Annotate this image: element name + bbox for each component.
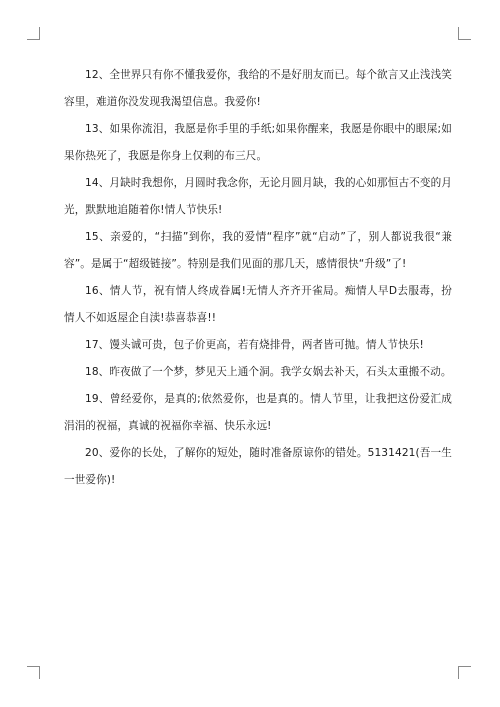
paragraph-15: 15、亲爱的，“扫描”到你，我的爱情“程序”就“启动”了，别人都说我很“兼容”。是属于“超级链接”。特别是我们见面的那几天，感情很快“升级”了! bbox=[64, 231, 452, 270]
crop-mark-top-right bbox=[458, 27, 471, 40]
paragraph-19: 19、曾经爱你，是真的;依然爱你，也是真的。情人节里，让我把这份爱汇成涓涓的祝福，真诚的祝福你幸福、快乐永远! bbox=[64, 393, 452, 432]
crop-mark-top-left bbox=[27, 27, 40, 40]
document-body bbox=[64, 62, 452, 494]
paragraph-16: 16、情人节，祝有情人终成眷属!无情人齐齐开雀局。痴情人早D去服毒，扮情人不如返屋企自渎!恭喜恭喜!! bbox=[64, 285, 452, 324]
paragraph-12: 12、全世界只有你不懂我爱你，我给的不是好朋友而已。每个欲言又止浅浅笑容里，难道你没发现我渴望信息。我爱你! bbox=[64, 69, 452, 108]
paragraph-20: 20、爱你的长处，了解你的短处，随时准备原谅你的错处。5131421(吾一生一世爱你)! bbox=[64, 447, 452, 486]
paragraph-14: 14、月缺时我想你，月圆时我念你，无论月圆月缺，我的心如那恒古不变的月光，默默地追随着你!情人节快乐! bbox=[64, 177, 452, 216]
paragraph-13: 13、如果你流泪，我愿是你手里的手纸;如果你醒来，我愿是你眼中的眼屎;如果你热死了，我愿是你身上仅剩的布三尺。 bbox=[64, 123, 452, 162]
paragraph-18: 18、昨夜做了一个梦，梦见天上通个洞。我学女娲去补天，石头太重搬不动。 bbox=[85, 366, 452, 378]
paragraph-17: 17、馒头诚可贵，包子价更高，若有烧排骨，两者皆可抛。情人节快乐! bbox=[85, 339, 424, 351]
crop-mark-bottom-left bbox=[27, 666, 40, 679]
crop-mark-bottom-right bbox=[458, 666, 471, 679]
